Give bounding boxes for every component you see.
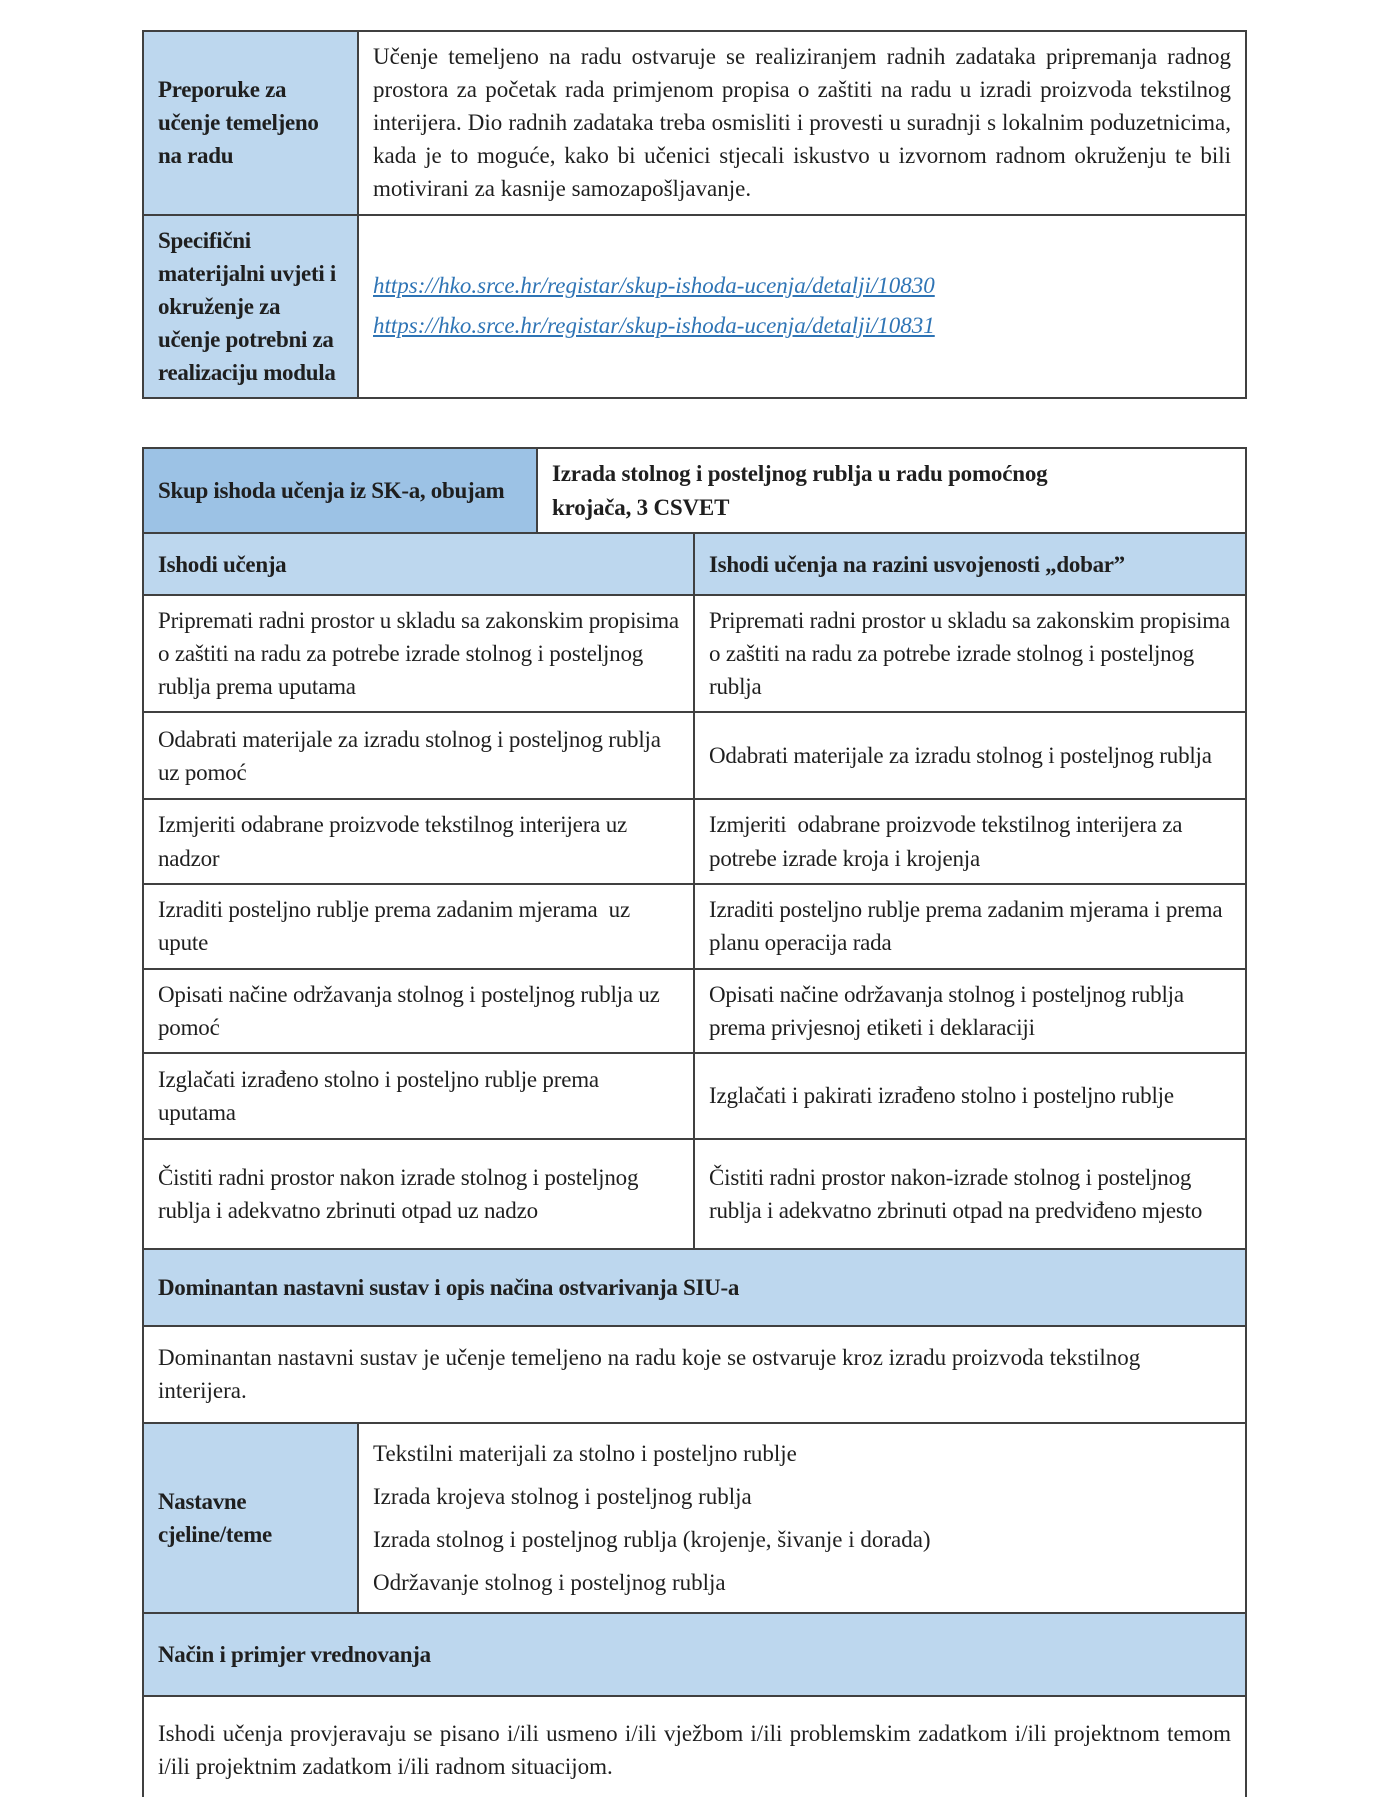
evaluation-text: Ishodi učenja provjeravaju se pisano i/ili usmeno i/ili vježbom i/ili problemskim zadatkom i/ili projektnom temom i/ili projektnim zadatkom i/ili radnom situacijom. (143, 1696, 1246, 1797)
wbl-recommendations-row (143, 31, 1246, 215)
outcome-row (143, 712, 1246, 799)
evaluation-text-row (143, 1696, 1246, 1797)
hko-registry-link-1[interactable]: https://hko.srce.hr/registar/skup-ishoda-ucenja/detalji/10830 (373, 273, 935, 299)
teaching-units-list (358, 1423, 1246, 1613)
teaching-units-label: Nastavne cjeline/teme (143, 1423, 358, 1613)
outcome-cell-right: Izglačati i pakirati izrađeno stolno i posteljno rublje (694, 1053, 1246, 1139)
specific-conditions-label: Specifični materijalni uvjeti i okruženje za učenje potrebni za realizaciju modula (143, 215, 358, 399)
table-spacer (142, 399, 1245, 447)
outcome-cell-left: Izglačati izrađeno stolno i posteljno rublje prema uputama (143, 1053, 694, 1139)
outcome-row (143, 799, 1246, 883)
outcome-row (143, 1139, 1246, 1249)
outcome-cell-left: Izmjeriti odabrane proizvode tekstilnog interijera uz nadzor (143, 799, 694, 883)
outcome-cell-right: Opisati načine održavanja stolnog i posteljnog rublja prema privjesnoj etiketi i deklaraciji (694, 969, 1246, 1053)
teaching-unit-item: Održavanje stolnog i posteljnog rublja (373, 1569, 726, 1595)
specific-conditions-links (358, 215, 1246, 399)
teaching-unit-item: Izrada krojeva stolnog i posteljnog rublja (373, 1483, 752, 1509)
evaluation-header: Način i primjer vrednovanja (143, 1613, 1246, 1696)
outcome-set-header-row (143, 448, 1246, 533)
dominant-system-text: Dominantan nastavni sustav je učenje temeljeno na radu koje se ostvaruje kroz izradu proizvoda tekstilnog interijera. (143, 1326, 1246, 1423)
teaching-units-row (143, 1423, 1246, 1613)
outcomes-table (142, 447, 1247, 1797)
outcome-cell-left: Čistiti radni prostor nakon izrade stolnog i posteljnog rublja i adekvatno zbrinuti otpad uz nadzo (143, 1139, 694, 1249)
evaluation-header-row (143, 1613, 1246, 1696)
wbl-recommendations-text: Učenje temeljeno na radu ostvaruje se realiziranjem radnih zadataka pripremanja radnog prostora za početak rada primjenom propisa o zaštiti na radu u izradi proizvoda tekstilnog interijera. Dio radnih zadataka treba osmisliti i provesti u suradnji s lokalnim poduzetnicima, kada je to moguće, kako bi učenici stjecali iskustvo u izvornom radnom okruženju te bili motivirani za kasnije samozapošljavanje. (358, 31, 1246, 215)
outcome-set-title: Izrada stolnog i posteljnog rublja u radu pomoćnog krojača, 3 CSVET (537, 448, 1246, 533)
outcome-cell-left: Pripremati radni prostor u skladu sa zakonskim propisima o zaštiti na radu za potrebe izrade stolnog i posteljnog rublja prema uputama (143, 595, 694, 712)
document-content (142, 30, 1245, 1797)
dominant-system-header: Dominantan nastavni sustav i opis načina ostvarivanja SIU-a (143, 1249, 1246, 1326)
dominant-system-text-row (143, 1326, 1246, 1423)
hko-registry-link-2[interactable]: https://hko.srce.hr/registar/skup-ishoda-ucenja/detalji/10831 (373, 313, 935, 339)
outcome-row (143, 884, 1246, 969)
outcomes-column-header-row (143, 533, 1246, 595)
outcomes-column-header-left: Ishodi učenja (143, 533, 694, 595)
outcome-cell-right: Pripremati radni prostor u skladu sa zakonskim propisima o zaštiti na radu za potrebe izrade stolnog i posteljnog rublja (694, 595, 1246, 712)
wbl-recommendations-label: Preporuke za učenje temeljeno na radu (143, 31, 358, 215)
outcome-cell-right: Izmjeriti odabrane proizvode tekstilnog interijera za potrebe izrade kroja i krojenja (694, 799, 1246, 883)
outcomes-column-header-right: Ishodi učenja na razini usvojenosti „dobar” (694, 533, 1246, 595)
outcome-cell-left: Opisati načine održavanja stolnog i posteljnog rublja uz pomoć (143, 969, 694, 1053)
info-table (142, 30, 1247, 399)
teaching-unit-item: Tekstilni materijali za stolno i posteljno rublje (373, 1440, 797, 1466)
outcome-row (143, 1053, 1246, 1139)
outcome-cell-right: Čistiti radni prostor nakon-izrade stolnog i posteljnog rublja i adekvatno zbrinuti otpad na predviđeno mjesto (694, 1139, 1246, 1249)
teaching-unit-item: Izrada stolnog i posteljnog rublja (krojenje, šivanje i dorada) (373, 1526, 931, 1552)
outcome-set-label: Skup ishoda učenja iz SK-a, obujam (143, 448, 537, 533)
outcome-cell-right: Odabrati materijale za izradu stolnog i posteljnog rublja (694, 712, 1246, 799)
outcome-row (143, 969, 1246, 1053)
outcome-cell-left: Odabrati materijale za izradu stolnog i posteljnog rublja uz pomoć (143, 712, 694, 799)
outcome-cell-right: Izraditi posteljno rublje prema zadanim mjerama i prema planu operacija rada (694, 884, 1246, 969)
outcome-row (143, 595, 1246, 712)
dominant-system-header-row (143, 1249, 1246, 1326)
outcome-cell-left: Izraditi posteljno rublje prema zadanim mjerama uz upute (143, 884, 694, 969)
specific-conditions-row (143, 215, 1246, 399)
